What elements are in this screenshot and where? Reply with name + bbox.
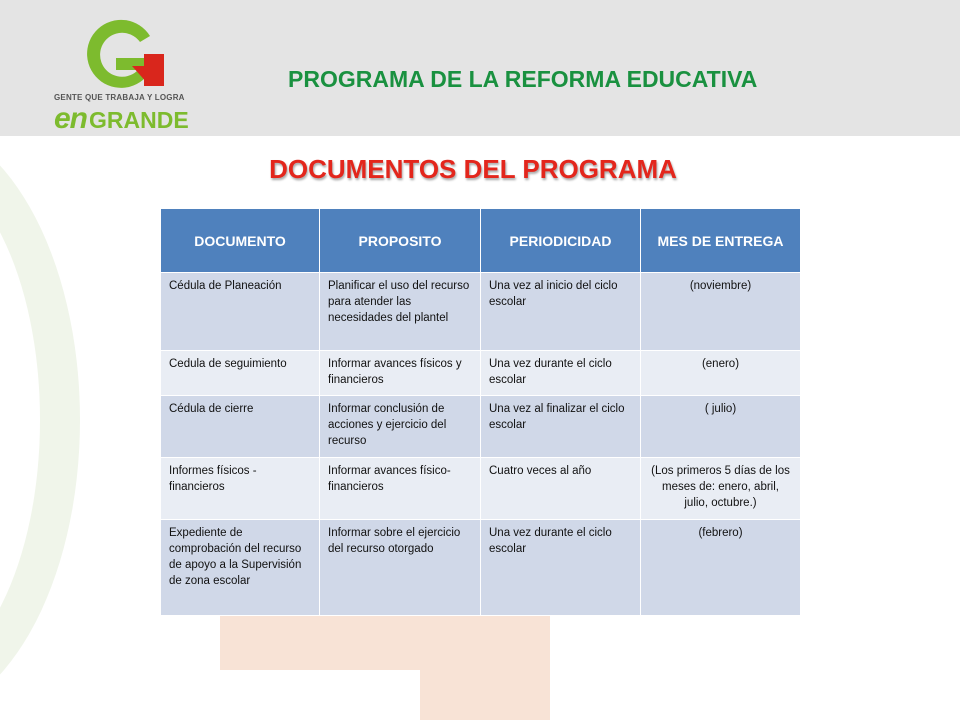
cell-periodicidad: Una vez durante el ciclo escolar: [481, 520, 641, 616]
cell-proposito: Planificar el uso del recurso para atender las necesidades del plantel: [320, 273, 481, 351]
documents-table: [160, 208, 801, 616]
logo-word-grande: GRANDE: [89, 107, 189, 133]
cell-mes-entrega: (enero): [641, 351, 801, 396]
cell-mes-entrega: (Los primeros 5 días de los meses de: enero, abril, julio, octubre.): [641, 458, 801, 520]
header-documento: DOCUMENTO: [161, 209, 320, 273]
cell-periodicidad: Una vez al finalizar el ciclo escolar: [481, 396, 641, 458]
cell-documento: Cedula de seguimiento: [161, 351, 320, 396]
decorative-arc: [0, 120, 80, 720]
logo-tagline: GENTE QUE TRABAJA Y LOGRA: [54, 93, 185, 102]
cell-documento: Cédula de cierre: [161, 396, 320, 458]
logo-wordmark: [54, 102, 189, 136]
cell-documento: Cédula de Planeación: [161, 273, 320, 351]
engrande-logo: [52, 14, 202, 135]
cell-documento: Expediente de comprobación del recurso de apoyo a la Supervisión de zona escolar: [161, 520, 320, 616]
decorative-block-lower: [420, 600, 550, 720]
cell-documento: Informes físicos - financieros: [161, 458, 320, 520]
program-title: PROGRAMA DE LA REFORMA EDUCATIVA: [288, 66, 758, 92]
cell-mes-entrega: ( julio): [641, 396, 801, 458]
header-proposito: PROPOSITO: [320, 209, 481, 273]
table-row: [161, 458, 801, 520]
cell-periodicidad: Una vez al inicio del ciclo escolar: [481, 273, 641, 351]
cell-periodicidad: Una vez durante el ciclo escolar: [481, 351, 641, 396]
cell-proposito: Informar conclusión de acciones y ejercicio del recurso: [320, 396, 481, 458]
cell-mes-entrega: (noviembre): [641, 273, 801, 351]
cell-periodicidad: Cuatro veces al año: [481, 458, 641, 520]
cell-proposito: Informar avances físico-financieros: [320, 458, 481, 520]
table-row: [161, 273, 801, 351]
logo-word-en: en: [54, 102, 88, 135]
header-mes-entrega: MES DE ENTREGA: [641, 209, 801, 273]
cell-mes-entrega: (febrero): [641, 520, 801, 616]
table-header-row: [161, 209, 801, 273]
section-title: DOCUMENTOS DEL PROGRAMA: [269, 154, 677, 184]
table-row: [161, 520, 801, 616]
header-periodicidad: PERIODICIDAD: [481, 209, 641, 273]
table-row: [161, 396, 801, 458]
cell-proposito: Informar avances físicos y financieros: [320, 351, 481, 396]
cell-proposito: Informar sobre el ejercicio del recurso otorgado: [320, 520, 481, 616]
table-row: [161, 351, 801, 396]
g-logo-icon: [52, 14, 202, 94]
